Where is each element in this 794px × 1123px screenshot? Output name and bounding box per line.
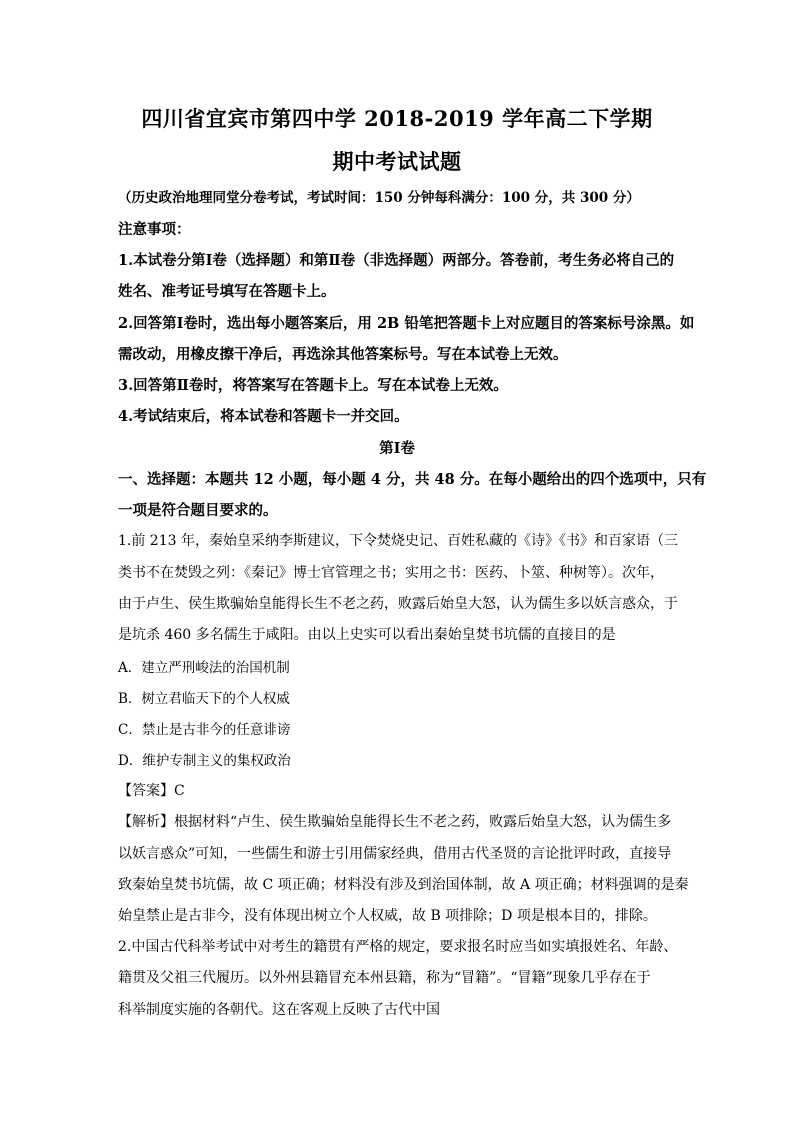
question-stem: 籍贯及父祖三代履历。以外州县籍冒充本州县籍，称为“冒籍”。“冒籍”现象几乎存在于	[118, 970, 651, 986]
notice-line: 需改动，用橡皮擦干净后，再选涂其他答案标号。写在本试卷上无效。	[118, 346, 568, 363]
notice-line: 3.回答第Ⅱ卷时，将答案写在答题卡上。写在本试卷上无效。	[118, 377, 508, 394]
question-stem: 2.中国古代科举考试中对考生的籍贯有严格的规定，要求报名时应当如实填报姓名、年龄、	[118, 939, 678, 955]
section-instruction: 一项是符合题目要求的。	[118, 502, 278, 519]
question-stem: 1.前 213 年，秦始皇采纳李斯建议，下令焚烧史记、百姓私藏的《诗》《书》和百家语（三	[118, 533, 678, 549]
answer: 【答案】C	[118, 783, 185, 799]
option-d: D．维护专制主义的集权政治	[118, 753, 291, 769]
exam-info: （历史政治地理同堂分卷考试，考试时间：150 分钟每科满分：100 分，共 300 分）	[118, 190, 640, 206]
analysis-line: 以妖言惑众”可知，一些儒生和游士引用儒家经典，借用古代圣贤的言论批评时政，直接导	[118, 846, 672, 862]
option-a: A．建立严刑峻法的治国机制	[118, 660, 290, 676]
question-stem: 由于卢生、侯生欺骗始皇能得长生不老之药，败露后始皇大怒，认为儒生多以妖言惑众，于	[118, 596, 678, 612]
section-instruction: 一、选择题：本题共 12 小题，每小题 4 分，共 48 分。在每小题给出的四个选项中，只有	[118, 471, 707, 488]
notice-line: 4.考试结束后，将本试卷和答题卡一并交回。	[118, 408, 409, 425]
analysis-line: 致秦始皇焚书坑儒，故 C 项正确；材料没有涉及到治国体制，故 A 项正确；材料强调的是秦	[118, 877, 689, 893]
question-stem: 类书不在焚毁之列：《秦记》博士官管理之书；实用之书：医药、卜筮、种树等）。次年，	[118, 565, 664, 581]
analysis-line: 【解析】根据材料“卢生、侯生欺骗始皇能得长生不老之药，败露后始皇大怒，认为儒生多	[118, 814, 672, 830]
option-b: B．树立君临天下的个人权威	[118, 691, 290, 707]
question-stem: 科举制度实施的各朝代。这在客观上反映了古代中国	[118, 1002, 440, 1018]
page-title: 四川省宜宾市第四中学 2018-2019 学年高二下学期	[141, 106, 653, 131]
question-stem: 是坑杀 460 多名儒生于咸阳。由以上史实可以看出秦始皇焚书坑儒的直接目的是	[118, 627, 616, 643]
option-c: C．禁止是古非今的任意诽谤	[118, 722, 291, 738]
volume-label: 第Ⅰ卷	[379, 440, 415, 457]
notice-line: 姓名、准考证号填写在答题卡上。	[118, 283, 336, 300]
notice-line: 1.本试卷分第Ⅰ卷（选择题）和第Ⅱ卷（非选择题）两部分。答卷前，考生务必将自己的	[118, 252, 675, 269]
notice-line: 2.回答第Ⅰ卷时，选出每小题答案后，用 2B 铅笔把答题卡上对应题目的答案标号涂黑。如	[118, 315, 695, 332]
notice-heading: 注意事项：	[118, 221, 191, 238]
analysis-line: 始皇禁止是古非今，没有体现出树立个人权威，故 B 项排除；D 项是根本目的，排除。	[118, 908, 657, 924]
page-subtitle: 期中考试试题	[332, 149, 462, 174]
